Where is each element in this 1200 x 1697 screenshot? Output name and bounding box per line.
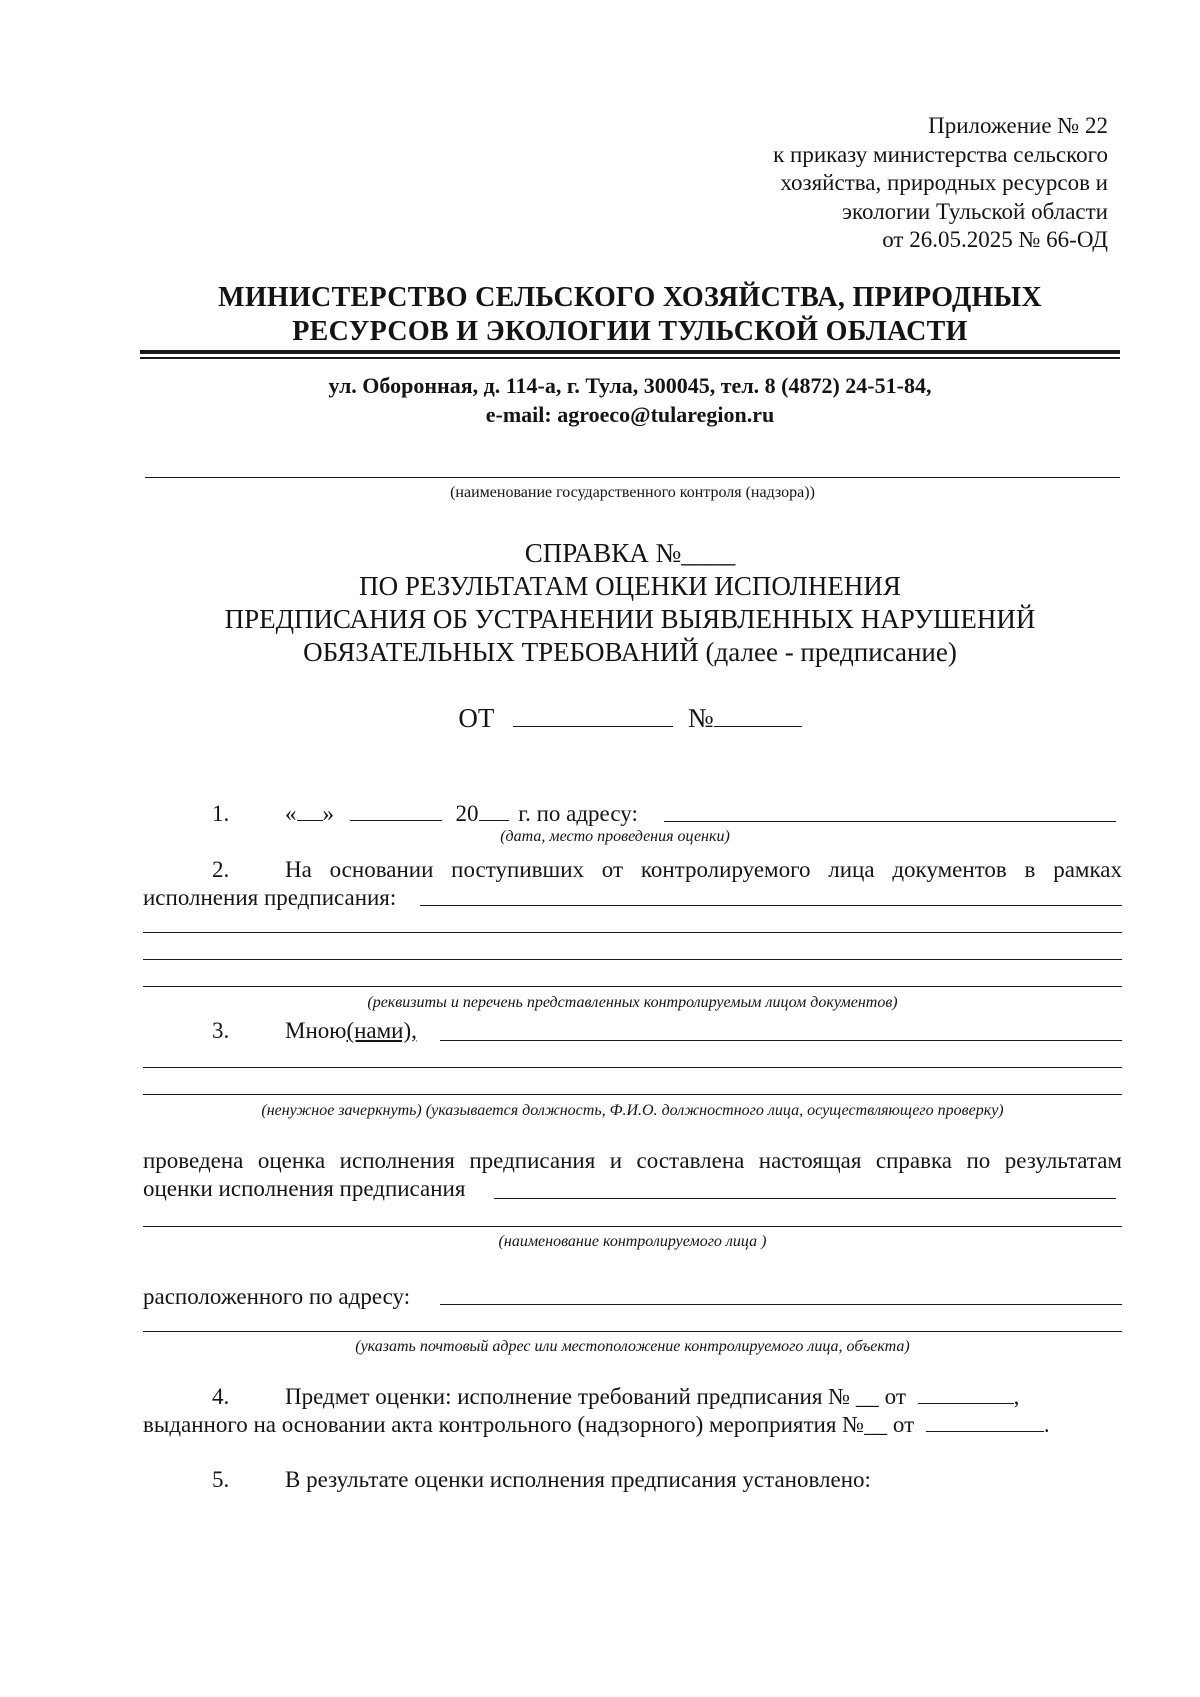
item1-row (285, 800, 638, 828)
item2-docs-line[interactable] (420, 905, 1122, 906)
item2-docs-line[interactable] (143, 986, 1122, 987)
item4-line2-end: . (1043, 1412, 1050, 1437)
item2-caption: (реквизиты и перечень представленных контролируемым лицом документов) (367, 994, 898, 1011)
ministry-contacts (140, 371, 1120, 429)
appendix-line: Приложение № 22 (928, 113, 1108, 138)
item4-line1 (285, 1383, 1019, 1411)
ministry-name-line1: МИНИСТЕРСТВО СЕЛЬСКОГО ХОЗЯЙСТВА, ПРИРОДНЫХ (218, 282, 1042, 313)
controlled-entity-line[interactable] (143, 1226, 1122, 1227)
month-blank[interactable] (350, 800, 442, 821)
item3-text-alt: (нами), (346, 1018, 417, 1043)
title-line1: СПРАВКА №____ (524, 538, 736, 568)
ministry-name (140, 281, 1120, 349)
ministry-email: e-mail: agroeco@tularegion.ru (485, 402, 775, 427)
evaluation-line1: проведена оценка исполнения предписания и составлена настоящая справка по результатам (143, 1148, 1122, 1173)
item3-official-line[interactable] (143, 1067, 1122, 1068)
prescription-date-blank[interactable] (918, 1383, 1014, 1404)
address-label: г. по адресу: (518, 801, 638, 826)
ministry-address: ул. Оборонная, д. 114-а, г. Тула, 300045, тел. 8 (4872) 24-51-84, (328, 373, 932, 398)
title-line4-tail: (далее - предписание) (705, 637, 957, 667)
item4-line2-text: выданного на основании акта контрольного (надзорного) мероприятия №__ от (143, 1412, 915, 1437)
header-rule-thin (140, 357, 1120, 359)
quote-close: » (322, 801, 334, 826)
number-blank[interactable] (714, 706, 802, 727)
appendix-line: от 26.05.2025 № 66-ОД (882, 227, 1108, 252)
item3-row (285, 1017, 417, 1045)
item2-text-second: исполнения предписания: (143, 885, 397, 910)
number-label: № (687, 703, 714, 733)
item2-docs-line[interactable] (143, 959, 1122, 960)
title-line4 (140, 636, 1120, 669)
location-line[interactable] (440, 1304, 1122, 1305)
item1-address-line[interactable] (664, 821, 1116, 822)
title-line2: ПО РЕЗУЛЬТАТАМ ОЦЕНКИ ИСПОЛНЕНИЯ (359, 571, 901, 601)
item5-text: В результате оценки исполнения предписания установлено: (285, 1467, 871, 1492)
title-date-number (140, 703, 1120, 734)
date-blank[interactable] (513, 706, 673, 727)
item1-caption: (дата, место проведения оценки) (500, 828, 730, 845)
item4-line2 (143, 1411, 1050, 1439)
item1-number: 1. (212, 801, 230, 826)
item3-caption: (ненужное зачеркнуть) (указывается должность, Ф.И.О. должностного лица, осуществляющего проверку) (261, 1102, 1004, 1119)
item4-line1-text: Предмет оценки: исполнение требований предписания № __ от (285, 1384, 906, 1409)
title-line4-caps: ОБЯЗАТЕЛЬНЫХ ТРЕБОВАНИЙ (303, 637, 699, 667)
title-line3: ПРЕДПИСАНИЯ ОБ УСТРАНЕНИИ ВЫЯВЛЕННЫХ НАРУШЕНИЙ (224, 604, 1036, 634)
year-blank[interactable] (479, 800, 509, 821)
location-label: расположенного по адресу: (143, 1284, 411, 1309)
control-caption: (наименование государственного контроля (надзора)) (450, 484, 815, 501)
controlled-entity-line[interactable] (494, 1198, 1116, 1199)
appendix-reference (688, 112, 1108, 255)
item4-line1-end: , (1013, 1384, 1020, 1409)
year-prefix: 20 (455, 801, 479, 826)
day-blank[interactable] (297, 800, 323, 821)
from-label: ОТ (458, 703, 495, 733)
item3-official-line[interactable] (143, 1094, 1122, 1095)
appendix-line: хозяйства, природных ресурсов и (780, 170, 1108, 195)
quote-open: « (285, 801, 297, 826)
location-caption: (указать почтовый адрес или местоположение контролируемого лица, объекта) (355, 1338, 910, 1355)
document-title (140, 537, 1120, 669)
item3-official-line[interactable] (440, 1040, 1122, 1041)
item2-docs-line[interactable] (143, 932, 1122, 933)
location-line[interactable] (143, 1331, 1122, 1332)
header-rule-thick (140, 350, 1120, 354)
item5-number: 5. (212, 1467, 230, 1492)
evaluation-caption: (наименование контролируемого лица ) (498, 1233, 767, 1250)
evaluation-line2: оценки исполнения предписания (143, 1176, 466, 1201)
control-name-line[interactable] (145, 477, 1120, 478)
item2-number: 2. (212, 857, 230, 882)
item4-number: 4. (212, 1384, 230, 1409)
item3-number: 3. (212, 1018, 230, 1043)
appendix-line: к приказу министерства сельского (773, 141, 1108, 167)
appendix-line: экологии Тульской области (842, 198, 1108, 224)
item3-text: Мною (285, 1018, 347, 1043)
act-date-blank[interactable] (926, 1411, 1044, 1432)
item2-text-first: На основании поступивших от контролируемого лица документов в рамках (285, 857, 1122, 882)
ministry-name-line2: РЕСУРСОВ И ЭКОЛОГИИ ТУЛЬСКОЙ ОБЛАСТИ (292, 316, 968, 347)
